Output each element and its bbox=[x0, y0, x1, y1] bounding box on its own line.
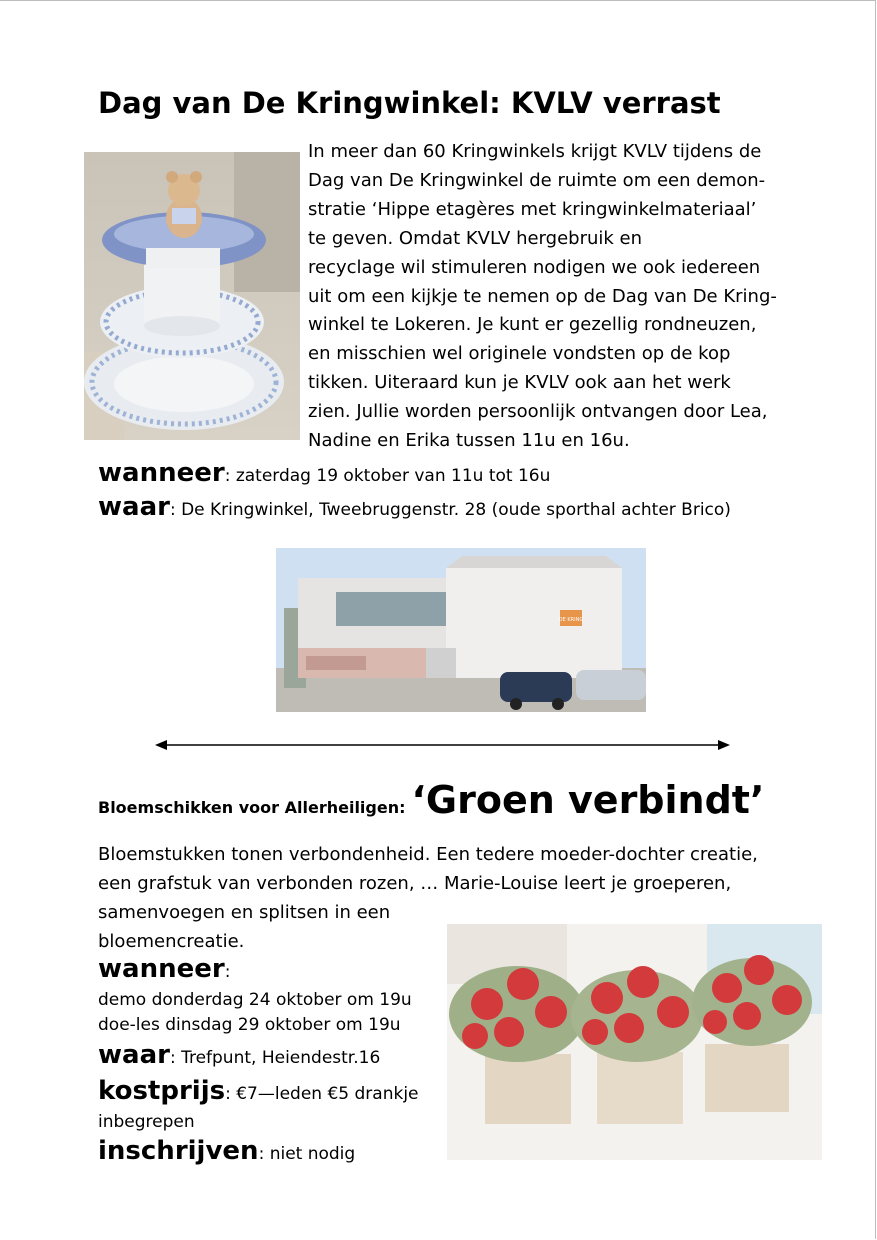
where-value: : Trefpunt, Heiendestr.16 bbox=[169, 1048, 381, 1068]
paragraph-line: uit om een kijkje te nemen op de Dag van De Kring- bbox=[308, 285, 777, 307]
paragraph-line: Bloemstukken tonen verbondenheid. Een tedere moeder-dochter creatie, bbox=[98, 844, 758, 865]
paragraph-line: samenvoegen en splitsen in een bbox=[98, 902, 391, 923]
when-colon: : bbox=[224, 962, 231, 982]
building-sign: DE KRING bbox=[558, 617, 584, 623]
where-value: : De Kringwinkel, Tweebruggenstr. 28 (oude sporthal achter Brico) bbox=[169, 500, 731, 520]
subtitle-big: ‘Groen verbindt’ bbox=[411, 778, 765, 822]
cost-label: kostprijs bbox=[98, 1076, 226, 1106]
when-row bbox=[98, 458, 550, 488]
subtitle-small: Bloemschikken voor Allerheiligen: bbox=[98, 798, 406, 817]
building-photo bbox=[276, 548, 646, 712]
paragraph-line: Nadine en Erika tussen 11u en 16u. bbox=[308, 430, 630, 452]
where-row bbox=[98, 492, 731, 522]
article-paragraph bbox=[308, 138, 818, 456]
when-label: wanneer bbox=[98, 458, 225, 488]
paragraph-line: stratie ‘Hippe etagères met kringwinkelmateriaal’ bbox=[308, 198, 757, 220]
signup-label: inschrijven bbox=[98, 1136, 259, 1166]
cost-line2: inbegrepen bbox=[98, 1112, 195, 1132]
signup-row bbox=[98, 1136, 355, 1166]
paragraph-line: Dag van De Kringwinkel de ruimte om een demon- bbox=[308, 169, 766, 191]
paragraph-line: zien. Jullie worden persoonlijk ontvangen door Lea, bbox=[308, 401, 768, 423]
paragraph-line: en misschien wel originele vondsten op de kop bbox=[308, 343, 731, 365]
signup-value: : niet nodig bbox=[258, 1144, 356, 1164]
when-row bbox=[98, 954, 230, 984]
when-line: doe-les dinsdag 29 oktober om 19u bbox=[98, 1015, 401, 1035]
where-label: waar bbox=[98, 492, 170, 522]
where-row bbox=[98, 1040, 380, 1070]
paragraph-line: recyclage wil stimuleren nodigen we ook iedereen bbox=[308, 256, 761, 278]
paragraph-line: In meer dan 60 Kringwinkels krijgt KVLV tijdens de bbox=[308, 141, 762, 162]
article-title: Dag van De Kringwinkel: KVLV verrast bbox=[98, 86, 721, 120]
where-label: waar bbox=[98, 1040, 170, 1070]
paragraph-line: te geven. Omdat KVLV hergebruik en bbox=[308, 227, 643, 249]
paragraph-line: winkel te Lokeren. Je kunt er gezellig rondneuzen, bbox=[308, 314, 757, 336]
paragraph-line: tikken. Uiteraard kun je KVLV ook aan het werk bbox=[308, 372, 731, 394]
paragraph-line: bloemencreatie. bbox=[98, 931, 245, 952]
article2-heading bbox=[98, 778, 764, 822]
divider-double-arrow bbox=[155, 736, 730, 754]
paragraph-line: een grafstuk van verbonden rozen, … Marie-Louise leert je groeperen, bbox=[98, 873, 732, 894]
flower-arrangement-photo bbox=[447, 924, 822, 1160]
when-line: demo donderdag 24 oktober om 19u bbox=[98, 990, 412, 1010]
cost-row bbox=[98, 1076, 419, 1106]
cake-stand-photo bbox=[84, 152, 300, 440]
cost-value: : €7—leden €5 drankje bbox=[225, 1084, 419, 1104]
when-label: wanneer bbox=[98, 954, 225, 984]
when-value: : zaterdag 19 oktober van 11u tot 16u bbox=[224, 466, 551, 486]
